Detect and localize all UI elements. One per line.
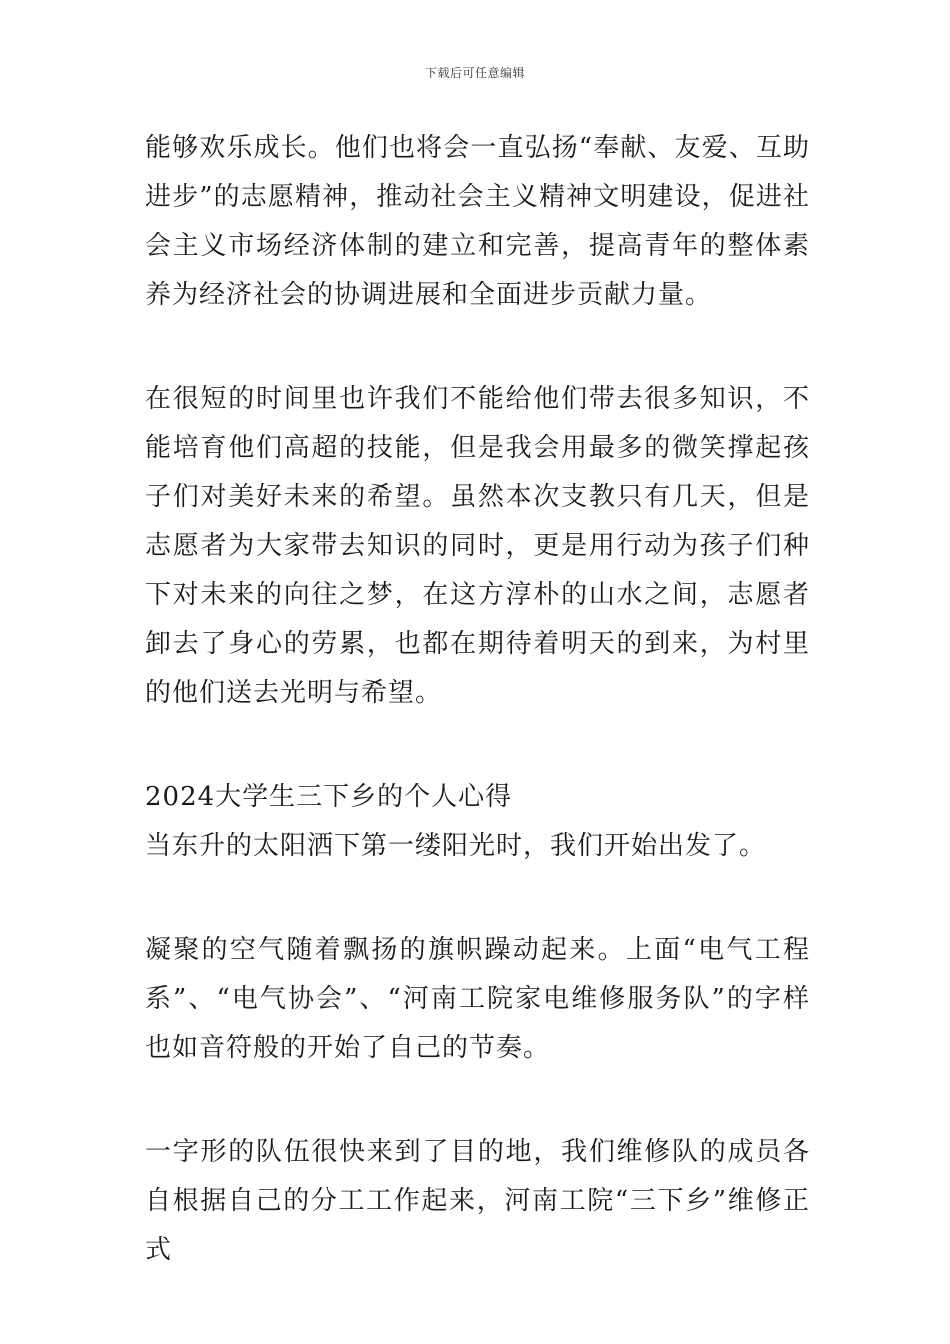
paragraph-spacer (145, 718, 810, 773)
paragraph-3: 当东升的太阳洒下第一缕阳光时，我们开始出发了。 (145, 831, 767, 861)
paragraph-spacer (145, 320, 810, 375)
paragraph-5: 一字形的队伍很快来到了目的地，我们维修队的成员各自根据自己的分工工作起来，河南工院“三下乡”维修正式 (145, 1137, 810, 1265)
paragraph-2: 在很短的时间里也许我们不能给他们带去很多知识，不能培育他们高超的技能，但是我会用最多的微笑撑起孩子们对美好未来的希望。虽然本次支教只有几天，但是志愿者为大家带去知识的同时，更是用行动为孩子们种下对未来的向往之梦，在这方淳朴的山水之间，志愿者卸去了身心的劳累，也都在期待着明天的到来，为村里的他们送去光明与希望。 (145, 384, 810, 708)
paragraph-1: 能够欢乐成长。他们也将会一直弘扬“奉献、友爱、互助进步”的志愿精神，推动社会主义精神文明建设，促进社会主义市场经济体制的建立和完善，提高青年的整体素养为经济社会的协调进展和全面进步贡献力量。 (145, 133, 810, 310)
paragraph-4: 凝聚的空气随着飘扬的旗帜躁动起来。上面“电气工程系”、“电气协会”、“河南工院家电维修服务队”的字样也如音符般的开始了自己的节奏。 (145, 935, 810, 1063)
paragraph-spacer (145, 871, 810, 926)
paragraph-spacer (145, 1073, 810, 1128)
document-body (145, 124, 810, 1275)
section-title: 2024大学生三下乡的个人心得 (145, 782, 513, 812)
header-note: 下载后可任意编辑 (424, 66, 525, 80)
